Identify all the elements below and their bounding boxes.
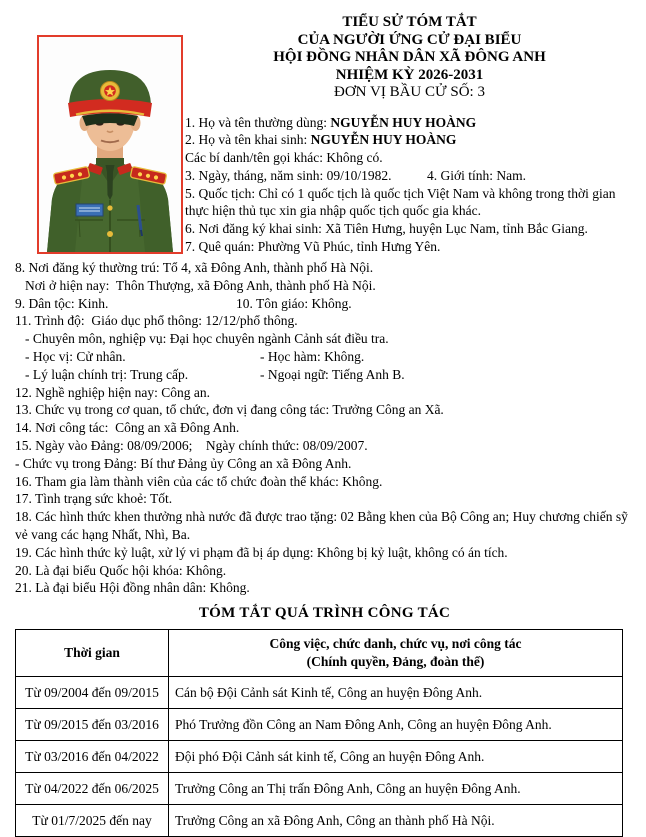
bio-text: 21. Là đại biểu Hội đồng nhân dân: Không. <box>15 580 250 596</box>
bio-text: Nơi ở hiện nay: Thôn Thượng, xã Đông Anh, thành phố Hà Nội. <box>25 277 376 293</box>
candidate-photo <box>37 35 183 254</box>
bio-line <box>15 366 634 384</box>
bio-line <box>15 312 634 330</box>
bio-text: 10. Tôn giáo: Không. <box>236 295 352 311</box>
bio-text: - Học vị: Cử nhân. <box>25 348 126 364</box>
bio-line <box>185 149 634 167</box>
bio-line <box>15 490 634 508</box>
bio-line <box>15 348 634 366</box>
bio-text: 14. Nơi công tác: Công an xã Đông Anh. <box>15 420 240 436</box>
bio-line <box>15 330 634 348</box>
column-header-job <box>169 630 623 677</box>
bio-text: 3. Ngày, tháng, năm sinh: 09/10/1982. <box>185 167 392 183</box>
bio-text: Các bí danh/tên gọi khác: Không có. <box>185 150 383 166</box>
bio-line <box>15 401 634 419</box>
police-officer-portrait-icon <box>39 37 181 252</box>
bio-text: 4. Giới tính: Nam. <box>427 167 527 183</box>
bio-line <box>15 384 634 402</box>
work-history-table <box>15 629 623 837</box>
bio-text: NGUYỄN HUY HOÀNG <box>330 114 477 130</box>
bio-text: 2. Họ và tên khai sinh: <box>185 132 311 148</box>
bio-text: 6. Nơi đăng ký khai sinh: Xã Tiên Hưng, huyện Lục Nam, tỉnh Bắc Giang. <box>185 221 588 237</box>
bio-text: - Chức vụ trong Đảng: Bí thư Đảng ủy Công an xã Đông Anh. <box>15 455 352 471</box>
bio-line <box>15 437 634 455</box>
bio-line <box>15 277 634 295</box>
bio-section <box>15 259 634 597</box>
bio-line <box>185 167 634 185</box>
header-and-bio-column <box>185 8 634 256</box>
bio-column-lines <box>185 114 634 256</box>
bio-text: 15. Ngày vào Đảng: 08/09/2006; Ngày chính thức: 08/09/2007. <box>15 437 368 453</box>
bio-text: 7. Quê quán: Phường Vũ Phúc, tỉnh Hưng Yên. <box>185 239 441 255</box>
history-row <box>16 805 623 837</box>
history-row <box>16 741 623 773</box>
bio-text: 16. Tham gia làm thành viên của các tổ chức đoàn thể khác: Không. <box>15 473 383 489</box>
bio-line <box>15 579 634 597</box>
bio-line <box>15 508 634 544</box>
column-header-job-line1: Công việc, chức danh, chức vụ, nơi công tác <box>269 636 522 652</box>
bio-line <box>15 419 634 437</box>
work-history-title: TÓM TẮT QUÁ TRÌNH CÔNG TÁC <box>198 605 451 622</box>
history-role-cell: Phó Trưởng đồn Công an Nam Đông Anh, Công an huyện Đông Anh. <box>169 709 623 741</box>
bio-line <box>15 295 634 313</box>
bio-line <box>15 259 634 277</box>
header-title-block <box>185 8 634 102</box>
table-header-row <box>16 630 623 677</box>
history-role-cell: Đội phó Đội Cảnh sát kinh tế, Công an huyện Đông Anh. <box>169 741 623 773</box>
bio-line <box>185 131 634 149</box>
history-row <box>16 773 623 805</box>
history-role-cell: Trưởng Công an Thị trấn Đông Anh, Công an huyện Đông Anh. <box>169 773 623 805</box>
bio-text: 12. Nghề nghiệp hiện nay: Công an. <box>15 384 210 400</box>
history-role-cell: Cán bộ Đội Cảnh sát Kinh tế, Công an huyện Đông Anh. <box>169 677 623 709</box>
header-line: HỘI ĐỒNG NHÂN DÂN XÃ ĐÔNG ANH <box>273 49 546 65</box>
bio-text: 19. Các hình thức kỷ luật, xử lý vi phạm đã bị áp dụng: Không bị kỷ luật, không có án tích. <box>15 544 508 560</box>
bio-text: 1. Họ và tên thường dùng: <box>185 114 331 130</box>
column-header-job-line2: (Chính quyền, Đảng, đoàn thể) <box>306 654 485 670</box>
bio-line <box>185 185 634 221</box>
header-line: NHIỆM KỲ 2026-2031 <box>335 66 484 83</box>
bio-text: 11. Trình độ: Giáo dục phổ thông: 12/12/phổ thông. <box>15 313 298 329</box>
bio-text: 18. Các hình thức khen thưởng nhà nước đã được trao tặng: 02 Bằng khen của Bộ Công an; Huy chương chiến sỹ vẻ vang các hạng Nhất, Nhì, Ba. <box>15 509 632 542</box>
header-line: TIỂU SỬ TÓM TẮT <box>342 14 477 30</box>
history-period-cell: Từ 09/2015 đến 03/2016 <box>16 709 169 741</box>
bio-text: 9. Dân tộc: Kinh. <box>15 295 109 311</box>
bio-line <box>185 114 634 132</box>
bio-text: - Ngoại ngữ: Tiếng Anh B. <box>260 366 405 382</box>
bio-text: - Học hàm: Không. <box>260 348 365 364</box>
bio-text: - Chuyên môn, nghiệp vụ: Đại học chuyên ngành Cảnh sát điều tra. <box>25 331 389 347</box>
top-section <box>15 8 634 258</box>
bio-line <box>15 473 634 491</box>
bio-line <box>185 220 634 238</box>
history-role-cell: Trưởng Công an xã Đông Anh, Công an thành phố Hà Nội. <box>169 805 623 837</box>
history-period-cell: Từ 04/2022 đến 06/2025 <box>16 773 169 805</box>
bio-line <box>15 562 634 580</box>
column-header-time: Thời gian <box>16 630 169 677</box>
history-period-cell: Từ 01/7/2025 đến nay <box>16 805 169 837</box>
bio-line <box>15 455 634 473</box>
bio-line <box>185 238 634 256</box>
header-line: ĐƠN VỊ BẦU CỬ SỐ: 3 <box>334 84 485 100</box>
history-period-cell: Từ 03/2016 đến 04/2022 <box>16 741 169 773</box>
header-line: CỦA NGƯỜI ỨNG CỬ ĐẠI BIỂU <box>297 31 522 48</box>
bio-line <box>15 544 634 562</box>
history-row <box>16 677 623 709</box>
bio-text: 5. Quốc tịch: Chỉ có 1 quốc tịch là quốc tịch Việt Nam và không trong thời gian thực hiện thủ tục xin gia nhập quốc tịch quốc gia khác. <box>185 185 619 219</box>
bio-text: 20. Là đại biểu Quốc hội khóa: Không. <box>15 562 227 578</box>
bio-text: - Lý luận chính trị: Trung cấp. <box>25 366 189 382</box>
history-period-cell: Từ 09/2004 đến 09/2015 <box>16 677 169 709</box>
history-row <box>16 709 623 741</box>
bio-text: 8. Nơi đăng ký thường trú: Tổ 4, xã Đông Anh, thành phố Hà Nội. <box>15 260 374 275</box>
bio-text: 13. Chức vụ trong cơ quan, tổ chức, đơn vị đang công tác: Trưởng Công an Xã. <box>15 402 444 418</box>
bio-text: NGUYỄN HUY HOÀNG <box>310 132 457 148</box>
bio-text: 17. Tình trạng sức khoẻ: Tốt. <box>15 491 173 507</box>
